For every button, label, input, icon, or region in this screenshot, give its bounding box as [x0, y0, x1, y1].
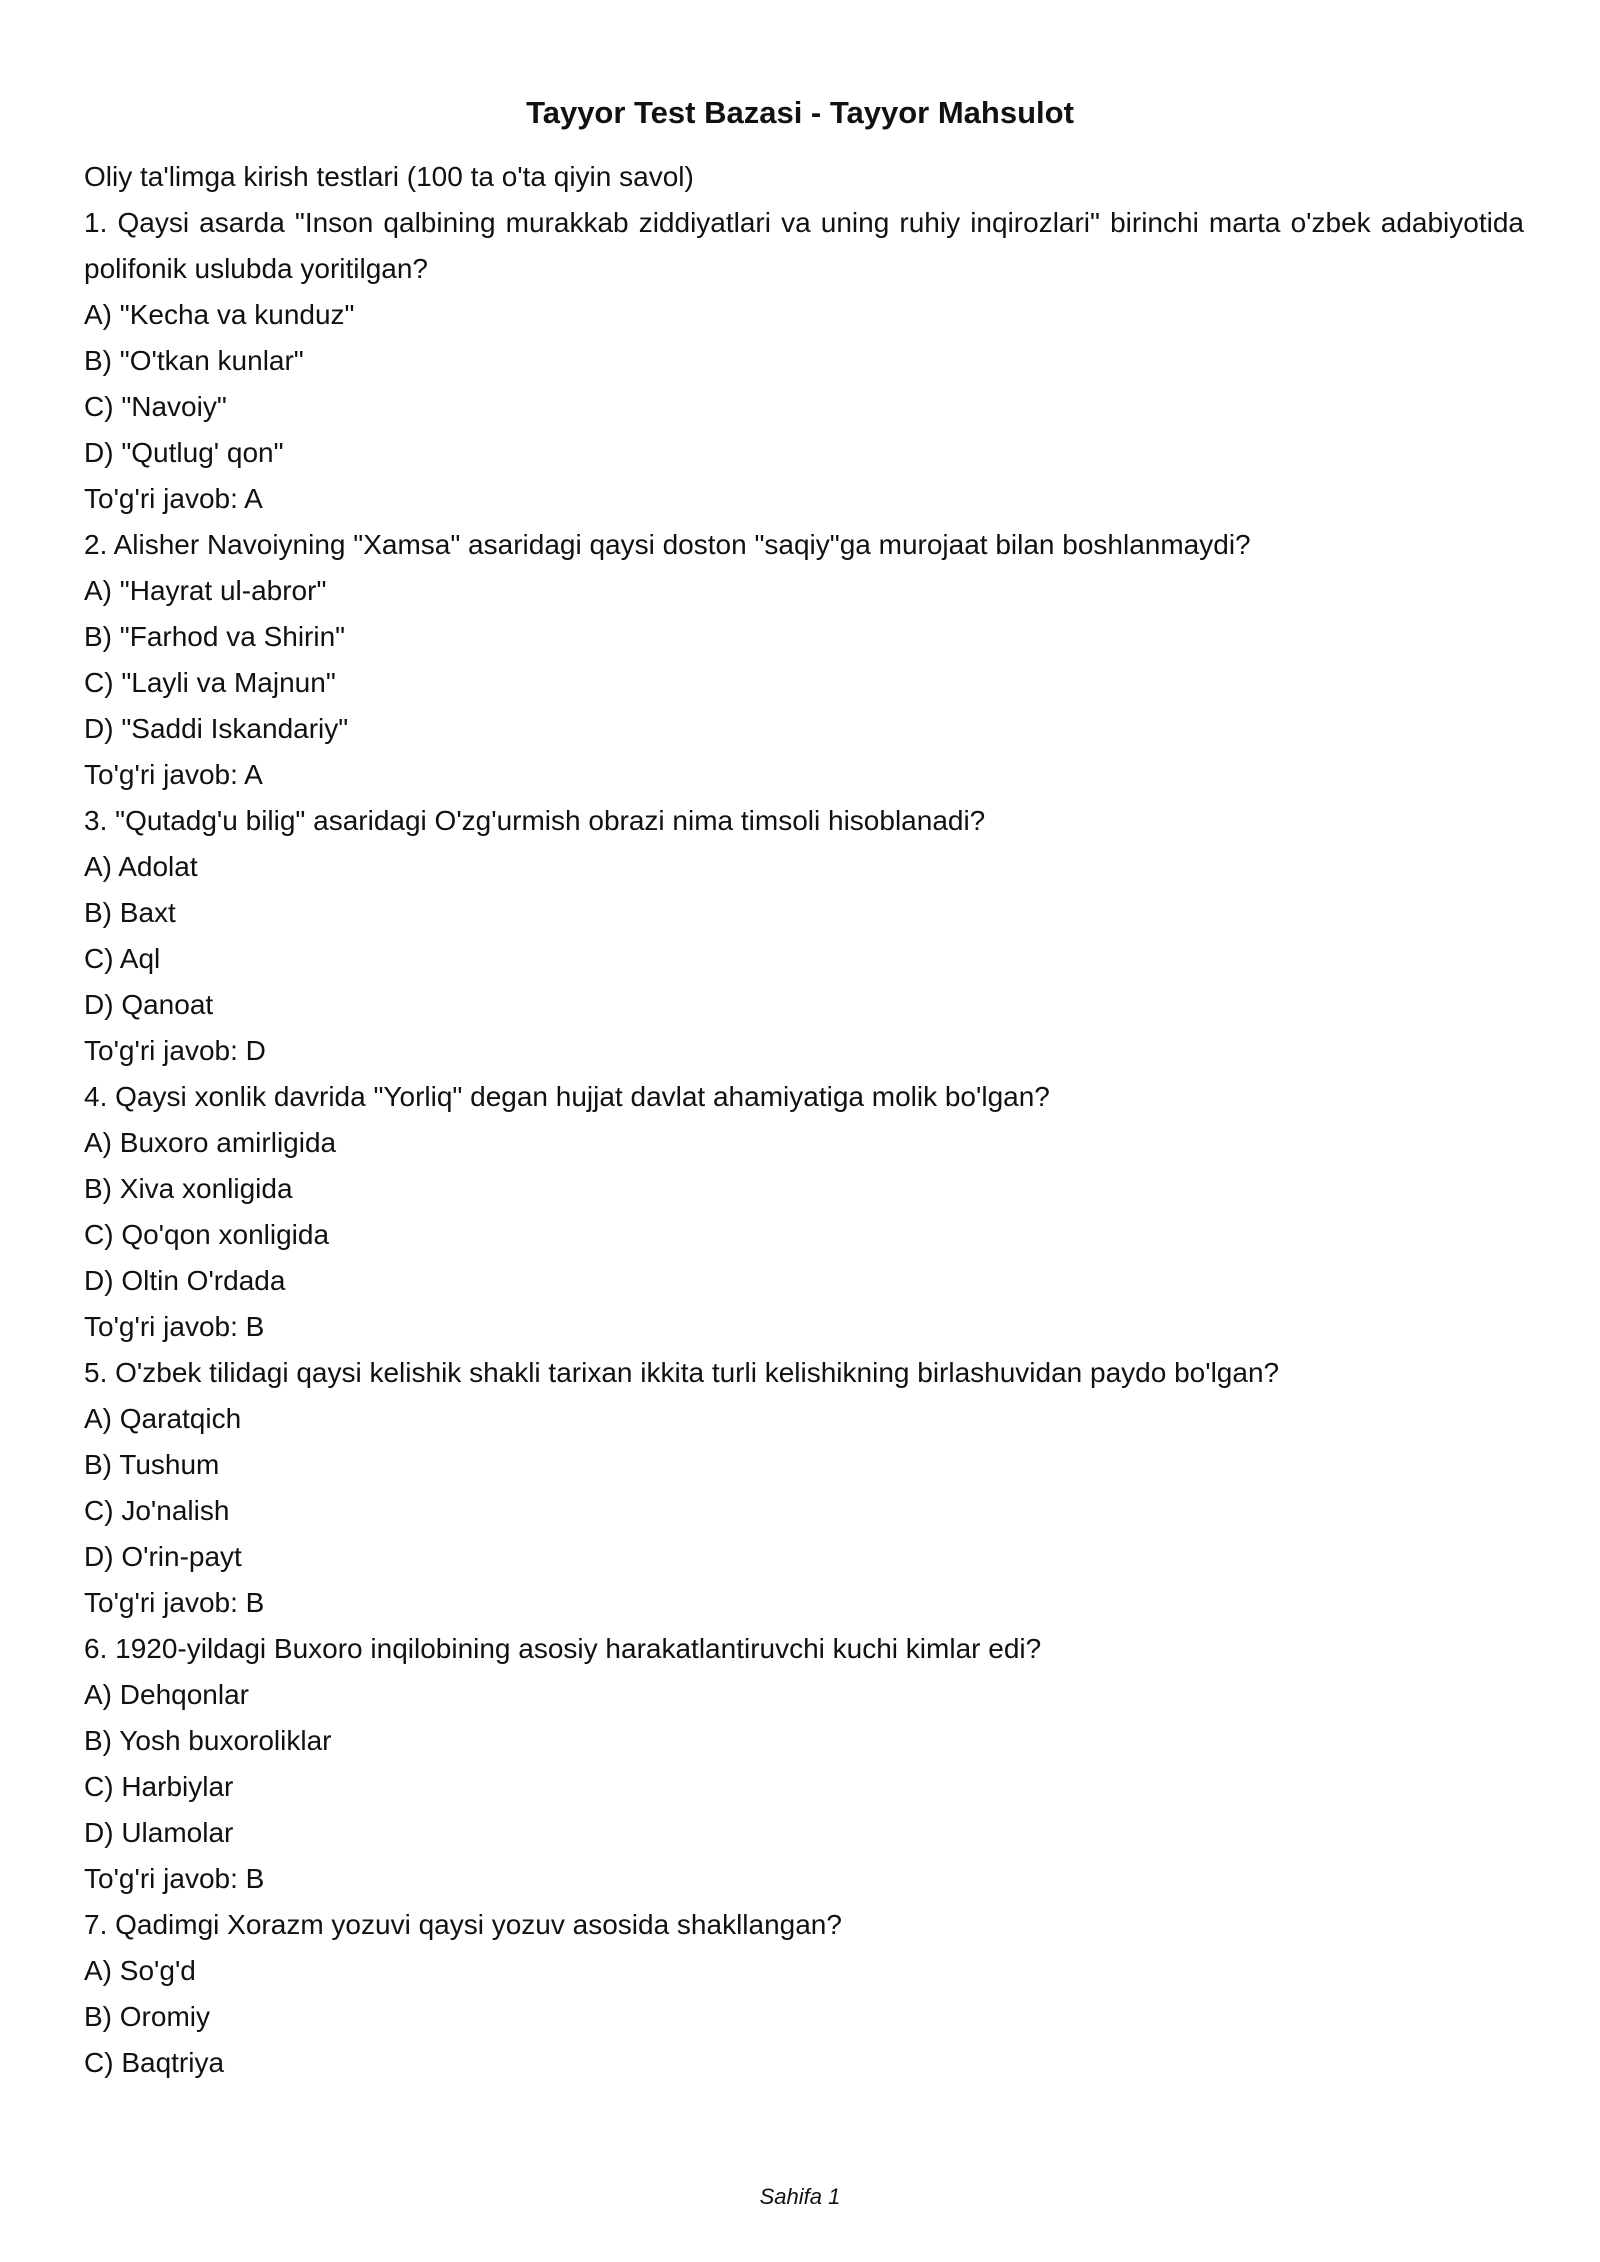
answer-option: A) Dehqonlar	[84, 1679, 249, 1710]
question-block	[84, 798, 1524, 1074]
question-text: 6. 1920-yildagi Buxoro inqilobining asosiy harakatlantiruvchi kuchi kimlar edi?	[84, 1633, 1042, 1664]
question-block	[84, 1074, 1524, 1350]
answer-option: B) "O'tkan kunlar"	[84, 345, 304, 376]
answer-option: D) Ulamolar	[84, 1817, 234, 1848]
correct-answer: To'g'ri javob: A	[84, 483, 263, 514]
answer-option: C) Qo'qon xonligida	[84, 1219, 330, 1250]
answer-option: A) "Hayrat ul-abror"	[84, 575, 327, 606]
answer-option: D) O'rin-payt	[84, 1541, 242, 1572]
question-block	[84, 200, 1524, 522]
answer-option: C) "Layli va Majnun"	[84, 667, 336, 698]
answer-option: D) Qanoat	[84, 989, 214, 1020]
answer-option: B) "Farhod va Shirin"	[84, 621, 346, 652]
correct-answer: To'g'ri javob: B	[84, 1587, 265, 1618]
question-block	[84, 1350, 1524, 1626]
answer-option: C) Aql	[84, 943, 161, 974]
question-block	[84, 522, 1524, 798]
document-body	[84, 154, 1524, 2086]
answer-option: C) Jo'nalish	[84, 1495, 230, 1526]
question-text: 2. Alisher Navoiyning "Xamsa" asaridagi qaysi doston "saqiy"ga murojaat bilan boshlanmaydi?	[84, 529, 1251, 560]
question-text: 4. Qaysi xonlik davrida "Yorliq" degan hujjat davlat ahamiyatiga molik bo'lgan?	[84, 1081, 1050, 1112]
answer-option: B) Oromiy	[84, 2001, 210, 2032]
answer-option: A) Adolat	[84, 851, 198, 882]
answer-option: A) Buxoro amirligida	[84, 1127, 337, 1158]
answer-option: D) "Qutlug' qon"	[84, 437, 284, 468]
question-block	[84, 1902, 1524, 2086]
answer-option: C) Baqtriya	[84, 2047, 225, 2078]
question-text: 7. Qadimgi Xorazm yozuvi qaysi yozuv asosida shakllangan?	[84, 1909, 842, 1940]
answer-option: C) Harbiylar	[84, 1771, 234, 1802]
question-text: 5. O'zbek tilidagi qaysi kelishik shakli tarixan ikkita turli kelishikning birlashuvidan paydo bo'lgan?	[84, 1357, 1280, 1388]
answer-option: B) Xiva xonligida	[84, 1173, 293, 1204]
answer-option: B) Baxt	[84, 897, 176, 928]
correct-answer: To'g'ri javob: A	[84, 759, 263, 790]
document-title: Tayyor Test Bazasi - Tayyor Mahsulot	[526, 95, 1074, 130]
answer-option: C) "Navoiy"	[84, 391, 227, 422]
answer-option: D) Oltin O'rdada	[84, 1265, 286, 1296]
correct-answer: To'g'ri javob: B	[84, 1863, 265, 1894]
correct-answer: To'g'ri javob: D	[84, 1035, 266, 1066]
answer-option: A) So'g'd	[84, 1955, 196, 1986]
document-subtitle: Oliy ta'limga kirish testlari (100 ta o'ta qiyin savol)	[84, 161, 694, 192]
page-number: Sahifa 1	[759, 2184, 841, 2209]
question-text: 3. "Qutadg'u bilig" asaridagi O'zg'urmish obrazi nima timsoli hisoblanadi?	[84, 805, 986, 836]
question-text: 1. Qaysi asarda "Inson qalbining murakkab ziddiyatlari va uning ruhiy inqirozlari" birinchi marta o'zbek adabiyotida polifonik uslubda yoritilgan?	[84, 207, 1524, 284]
answer-option: B) Yosh buxoroliklar	[84, 1725, 332, 1756]
correct-answer: To'g'ri javob: B	[84, 1311, 265, 1342]
question-block	[84, 1626, 1524, 1902]
answer-option: B) Tushum	[84, 1449, 220, 1480]
answer-option: A) "Kecha va kunduz"	[84, 299, 355, 330]
answer-option: A) Qaratqich	[84, 1403, 242, 1434]
answer-option: D) "Saddi Iskandariy"	[84, 713, 349, 744]
